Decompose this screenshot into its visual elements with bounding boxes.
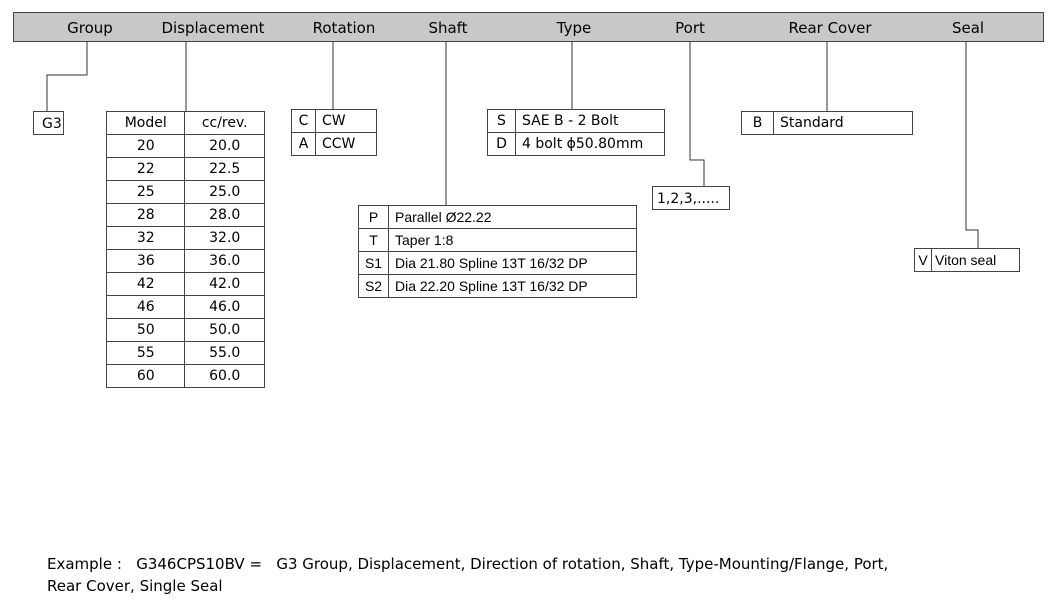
displacement-table [106,111,265,388]
model-cell: 55 [107,342,185,365]
seal-code: V [915,249,932,272]
cc-cell: 55.0 [185,342,265,365]
model-cell: 20 [107,135,185,158]
cc-cell: 36.0 [185,250,265,273]
cc-cell: 20.0 [185,135,265,158]
table-row [915,249,1020,272]
shaft-table [358,205,637,298]
cc-cell: 46.0 [185,296,265,319]
table-row [292,110,377,133]
port-connector [690,42,704,186]
table-row [107,273,265,296]
table-row [107,250,265,273]
shaft-label: Dia 22.20 Spline 13T 16/32 DP [389,275,637,298]
table-row [359,275,637,298]
table-row [107,181,265,204]
seal-connector [966,42,978,248]
header-type: Type [556,19,592,37]
model-cell: 32 [107,227,185,250]
example-description-line2: Rear Cover, Single Seal [47,577,223,595]
group-code: G3 [42,116,62,132]
shaft-code: P [359,206,389,229]
table-row [359,252,637,275]
header-seal: Seal [951,19,985,37]
rear-cover-code: B [742,112,774,135]
shaft-code: T [359,229,389,252]
table-row [107,135,265,158]
shaft-label: Dia 21.80 Spline 13T 16/32 DP [389,252,637,275]
column-header-model: Model [107,112,185,135]
cc-cell: 60.0 [185,365,265,388]
group-connector [47,42,87,112]
table-row [359,229,637,252]
shaft-code: S2 [359,275,389,298]
cc-cell: 32.0 [185,227,265,250]
header-rotation: Rotation [312,19,376,37]
cc-cell: 22.5 [185,158,265,181]
rotation-table [291,109,377,156]
seal-label: Viton seal [932,249,1020,272]
type-code: S [488,110,516,133]
cc-cell: 50.0 [185,319,265,342]
rotation-code: C [292,110,316,133]
rear-cover-label: Standard [774,112,913,135]
table-row [107,158,265,181]
model-cell: 36 [107,250,185,273]
port-code-box [652,186,730,210]
example-description: G3 Group, Displacement, Direction of rotation, Shaft, Type-Mounting/Flange, Port, [276,555,889,573]
model-cell: 25 [107,181,185,204]
column-header-ccrev: cc/rev. [185,112,265,135]
model-cell: 28 [107,204,185,227]
shaft-code: S1 [359,252,389,275]
cc-cell: 25.0 [185,181,265,204]
header-displacement: Displacement [161,19,265,37]
header-group: Group [67,19,113,37]
type-table [487,109,665,156]
cc-cell: 42.0 [185,273,265,296]
table-row [107,296,265,319]
type-label: 4 bolt ϕ50.80mm [516,133,665,156]
shaft-label: Parallel Ø22.22 [389,206,637,229]
table-row [488,110,665,133]
table-row [359,206,637,229]
model-cell: 50 [107,319,185,342]
table-row [488,133,665,156]
shaft-label: Taper 1:8 [389,229,637,252]
seal-table [914,248,1020,272]
table-row [742,112,913,135]
header-rear-cover: Rear Cover [788,19,872,37]
table-row [292,133,377,156]
rotation-label: CW [316,110,377,133]
type-label: SAE B - 2 Bolt [516,110,665,133]
example-text [47,553,1007,597]
rotation-code: A [292,133,316,156]
cc-cell: 28.0 [185,204,265,227]
table-row [107,204,265,227]
table-row [107,342,265,365]
model-cell: 22 [107,158,185,181]
example-code: G346CPS10BV = [136,555,263,573]
port-code: 1,2,3,..... [657,191,720,207]
table-header-row [107,112,265,135]
header-port: Port [675,19,705,37]
example-prefix: Example : [47,555,122,573]
table-row [107,227,265,250]
model-cell: 60 [107,365,185,388]
table-row [107,319,265,342]
rotation-label: CCW [316,133,377,156]
header-shaft: Shaft [428,19,468,37]
table-row [107,365,265,388]
model-cell: 46 [107,296,185,319]
model-cell: 42 [107,273,185,296]
rear-cover-table [741,111,913,135]
group-code-box [33,111,64,135]
type-code: D [488,133,516,156]
